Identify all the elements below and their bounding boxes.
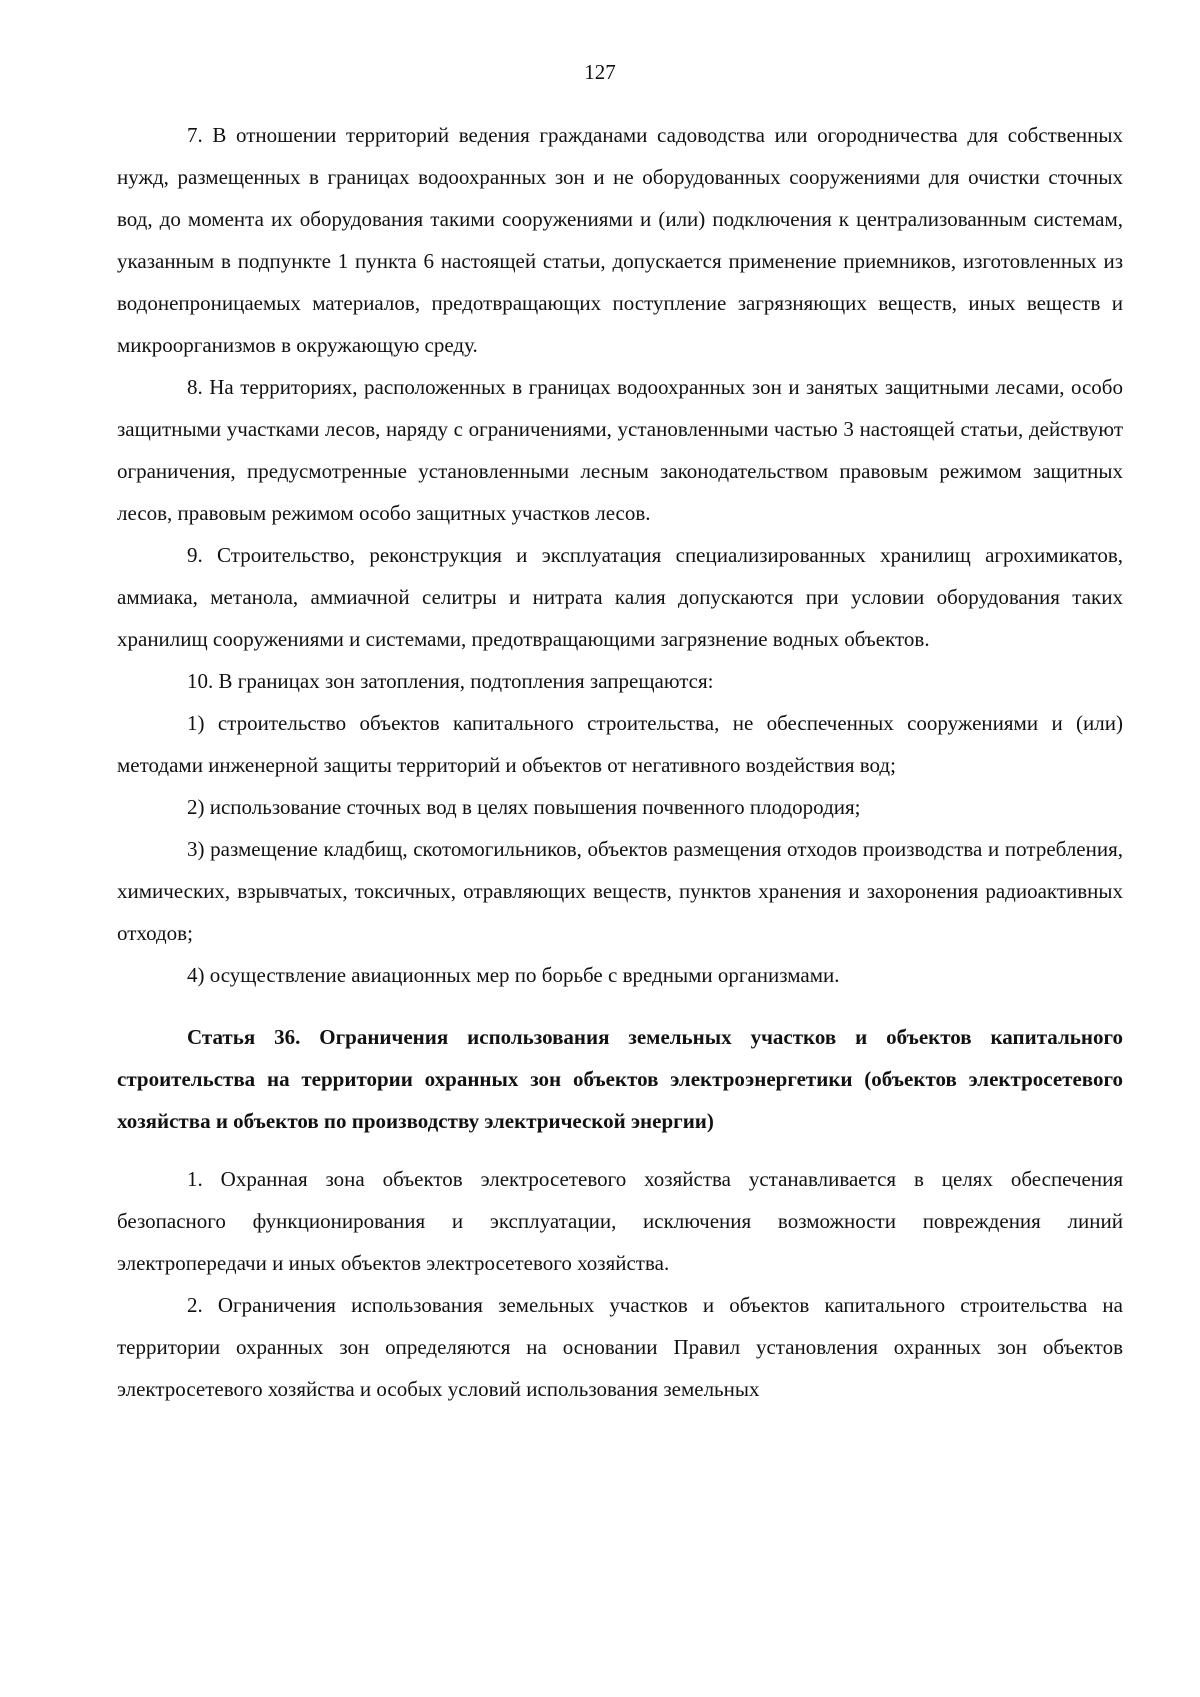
- paragraph-10: 10. В границах зон затопления, подтопления запрещаются:: [187, 669, 714, 693]
- page-number: 127: [584, 60, 616, 84]
- list-item-2: 2) использование сточных вод в целях повышения почвенного плодородия;: [187, 795, 861, 819]
- article-heading: Статья 36. Ограничения использования земельных участков и объектов капитального строительства на территории охранных зон объектов электроэнергетики (объектов электросетевого хозяйства и объектов по производству электрической энергии): [117, 1025, 1123, 1133]
- list-item-4: 4) осуществление авиационных мер по борьбе с вредными организмами.: [187, 963, 840, 987]
- document-body: [117, 114, 1123, 1410]
- article-paragraph-1: 1. Охранная зона объектов электросетевого хозяйства устанавливается в целях обеспечения безопасного функционирования и эксплуатации, исключения возможности повреждения линий электропередачи и иных объектов электросетевого хозяйства.: [117, 1167, 1123, 1275]
- list-item-1: 1) строительство объектов капитального строительства, не обеспеченных сооружениями и (или) методами инженерной защиты территорий и объектов от негативного воздействия вод;: [117, 711, 1123, 777]
- list-item-3: 3) размещение кладбищ, скотомогильников, объектов размещения отходов производства и потребления, химических, взрывчатых, токсичных, отравляющих веществ, пунктов хранения и захоронения радиоактивных отходов;: [117, 837, 1123, 945]
- paragraph-8: 8. На территориях, расположенных в границах водоохранных зон и занятых защитными лесами, особо защитными участками лесов, наряду с ограничениями, установленными частью 3 настоящей статьи, действуют ограничения, предусмотренные установленными лесным законодательством правовым режимом защитных лесов, правовым режимом особо защитных участков лесов.: [117, 375, 1123, 525]
- paragraph-9: 9. Строительство, реконструкция и эксплуатация специализированных хранилищ агрохимикатов, аммиака, метанола, аммиачной селитры и нитрата калия допускаются при условии оборудования таких хранилищ сооружениями и системами, предотвращающими загрязнение водных объектов.: [117, 543, 1123, 651]
- paragraph-7: 7. В отношении территорий ведения гражданами садоводства или огородничества для собственных нужд, размещенных в границах водоохранных зон и не оборудованных сооружениями для очистки сточных вод, до момента их оборудования такими сооружениями и (или) подключения к централизованным системам, указанным в подпункте 1 пункта 6 настоящей статьи, допускается применение приемников, изготовленных из водонепроницаемых материалов, предотвращающих поступление загрязняющих веществ, иных веществ и микроорганизмов в окружающую среду.: [117, 123, 1123, 357]
- article-paragraph-2: 2. Ограничения использования земельных участков и объектов капитального строительства на территории охранных зон определяются на основании Правил установления охранных зон объектов электросетевого хозяйства и особых условий использования земельных: [117, 1293, 1123, 1401]
